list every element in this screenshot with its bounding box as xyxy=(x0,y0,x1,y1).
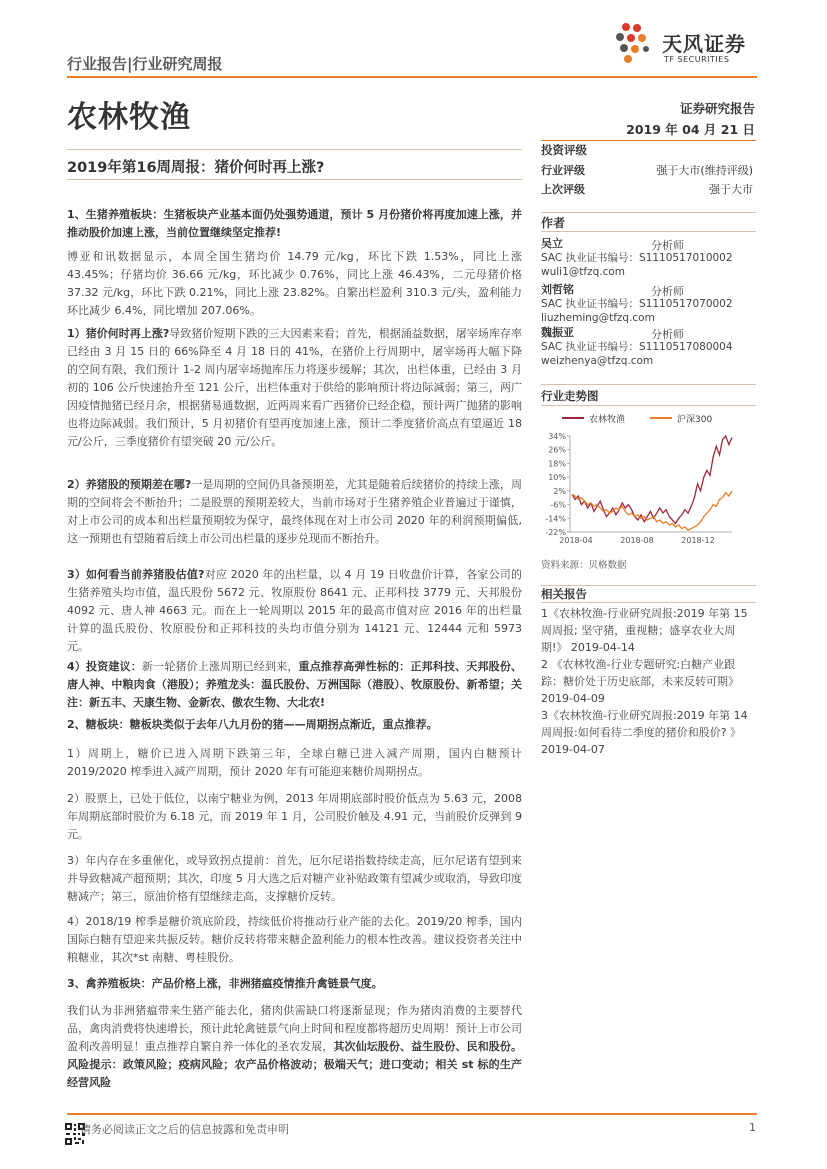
authors-rule-2 xyxy=(541,231,756,232)
industry-rating-value: 强于大市(维持评级) xyxy=(656,164,753,177)
logo-dots-icon xyxy=(612,20,658,66)
title-rule-top xyxy=(67,149,522,150)
author-role: 分析师 xyxy=(651,328,684,341)
report-title: 2019年第16周周报：猪价何时再上涨? xyxy=(67,160,325,176)
advice-text-b: 重点推荐高弹性标的：正邦科技、天邦股份、唐人神、中粮肉食（港股）；养殖龙头：温氏股份、万洲国际（港股）、牧原股份、新希望；关注：新五丰、天康生物、金新农、傲农生物、大北农! xyxy=(67,660,523,709)
disclaimer-note: 请务必阅读正文之后的信息披露和免责申明 xyxy=(80,1123,289,1136)
author-sac: SAC 执业证书编号：S1110517010002 xyxy=(541,252,733,264)
last-rating-row xyxy=(541,181,753,197)
related-title: 相关报告 xyxy=(541,587,587,601)
industry-rating-row xyxy=(541,162,753,178)
sugar-catalyst-text: 3）年内存在多重催化，或导致拐点提前：首先，厄尔尼诺指数持续走高，厄尔尼诺有望到来并导致糖减产超预期；其次，印度 5 月大选之后对糖产业补贴政策有望减少或取消，导致印度糖减产；第三，原油价格有望继续走高，支撑糖价反转。 xyxy=(67,854,522,903)
sugar-stock-paragraph xyxy=(67,790,522,844)
y-tick-label: 26% xyxy=(548,445,566,455)
author-name: 刘哲铭 xyxy=(541,283,574,296)
pig-when-lead: 1）猪价何时再上涨? xyxy=(67,327,170,340)
pig-expectation-text: 一是周期的空间仍具备预期差，尤其是随着后续猪价的持续上涨，周期的空间将会不断抬升；二是股票的预期差较大，当前市场对于生猪养殖企业普遍过于谨慎，对上市公司的成本和出栏量预期较为保守，最终体现在对上市公司 2020 年的利润预期偏低,这一预期也有望随着后续上市公司出栏量的逐步兑现而不断抬升。 xyxy=(67,478,522,545)
author-wuli xyxy=(541,237,753,279)
author-weizhenya xyxy=(541,326,753,368)
report-date: 2019 年 04 月 21 日 xyxy=(626,122,755,137)
chart-source: 资料来源：贝格数据 xyxy=(541,560,627,571)
x-tick-label: 2018-12 xyxy=(681,536,715,545)
pig-valuation-lead: 3）如何看当前养猪股估值? xyxy=(67,568,205,581)
authors-rule xyxy=(541,212,756,213)
y-tick-label: 2% xyxy=(553,486,566,496)
author-role: 分析师 xyxy=(651,239,684,252)
page-number: 1 xyxy=(749,1121,756,1134)
last-rating-value: 强于大市 xyxy=(709,183,753,196)
x-tick-label: 2018-08 xyxy=(620,536,654,545)
pig-expectation-paragraph xyxy=(67,476,522,548)
sugar-heading-text: 2、糖板块：糖板块类似于去年八九月份的猪——周期拐点渐近，重点推荐。 xyxy=(67,718,438,731)
section-sugar-heading xyxy=(67,716,522,734)
y-tick-label: 18% xyxy=(548,459,566,469)
header-rule xyxy=(67,76,757,78)
pig-price-text: 博亚和讯数据显示，本周全国生猪均价 14.79 元/kg，环比下跌 1.53%，同比上涨 43.45%；仔猪均价 36.66 元/kg，环比减少 0.76%，同比上涨 46.43%，二元母猪价格 37.32 元/kg，环比下跌 0.21%，同比上涨 23.82%。自繁出栏盈利 310.3 元/头，盈利能力环比减少 6.4%，同比增加 207.06%。 xyxy=(67,250,522,317)
related-item[interactable]: 3《农林牧渔-行业研究周报:2019 年第 14 周周报:如何看待二季度的猪价和股价? 》 2019-04-07 xyxy=(541,709,748,756)
pig-when-text: 导致猪价短期下跌的三大因素来看；首先，根据涌益数据，屠宰场库存率已经由 3 月 15 日的 66%降至 4 月 18 日的 41%，在猪价上行周期中，屠宰场再大幅下降的空间有限，我们预计 1-2 周内屠宰场抛库压力将逐步缓解；其次，出栏体重，已经由 3 月初的 106 公斤快速抬升至 121 公斤，出栏体重对于供给的影响预计将边际减弱；第三，两广因疫情抛猪已经月余，根据猪易通数据，近两周来看广西猪价已经企稳，预计两广抛猪的影响也将边际减弱。我们预计，5 月初猪价有望再度加速上涨，预计二季度猪价高点有望逼近 18 元/公斤，三季度猪价有望突破 20 元/公斤。 xyxy=(67,327,522,448)
author-sac: SAC 执业证书编号：S1110517070002 xyxy=(541,298,733,310)
poultry-text-b: 其次仙坛股份、益生股份、民和股份。风险提示：政策风险；疫病风险；农产品价格波动；极端天气；进口变动；相关 st 标的生产经营风险 xyxy=(67,1040,523,1089)
y-tick-label: -22% xyxy=(545,528,566,537)
advice-text-a: 新一轮猪价上涨周期已经到来， xyxy=(141,660,299,673)
y-tick-label: -14% xyxy=(545,514,566,524)
author-email[interactable]: liuzheming@tfzq.com xyxy=(541,312,655,324)
legend-label: 沪深300 xyxy=(677,415,713,425)
author-email[interactable]: weizhenya@tfzq.com xyxy=(541,355,654,367)
legend-label: 农林牧渔 xyxy=(589,415,626,425)
logo-chinese-name: 天风证券 xyxy=(662,32,746,56)
author-liuzheming xyxy=(541,283,753,325)
investment-advice-paragraph xyxy=(67,658,522,712)
poultry-text-a: 我们认为非洲猪瘟带来生猪产能去化，猪肉供需缺口将逐渐显现；作为猪肉消费的主要替代品，禽肉消费将快速增长，预计此轮禽链景气向上时间和程度都将超历史周期！预计上市公司盈利改善明显！重点推荐自繁自养一体化的圣农发展， xyxy=(67,1004,522,1053)
poultry-paragraph xyxy=(67,1002,522,1092)
logo-english-name: TF SECURITIES xyxy=(664,55,730,64)
report-category: 行业报告|行业研究周报 xyxy=(67,55,223,73)
series-line xyxy=(572,436,732,523)
sugar-catalyst-paragraph xyxy=(67,852,522,906)
author-role: 分析师 xyxy=(651,285,684,298)
poultry-heading-text: 3、禽养殖板块：产品价格上涨，非洲猪瘟疫情推升禽链景气度。 xyxy=(67,977,383,990)
report-type: 证券研究报告 xyxy=(679,101,755,116)
sugar-season-paragraph xyxy=(67,913,522,967)
x-tick-label: 2018-04 xyxy=(559,536,593,545)
section-pig-heading xyxy=(67,206,522,242)
author-email[interactable]: wuli1@tfzq.com xyxy=(541,266,626,278)
footer-rule xyxy=(67,1113,757,1115)
author-sac: SAC 执业证书编号：S1110517080004 xyxy=(541,341,733,353)
author-name: 吴立 xyxy=(541,237,563,250)
related-rule-2 xyxy=(541,602,756,603)
y-tick-label: 34% xyxy=(548,432,566,441)
pig-expectation-lead: 2）养猪股的预期差在哪? xyxy=(67,478,192,491)
pig-heading-text: 1、生猪养殖板块：生猪板块产业基本面仍处强势通道，预计 5 月份猪价将再度加速上涨，并推动股价加速上涨，当前位置继续坚定推荐! xyxy=(67,208,522,239)
sugar-season-text: 4）2018/19 榨季是糖价筑底阶段，持续低价将推动行业产能的去化。2019/20 榨季，国内国际白糖有望迎来共振反转。糖价反转将带来糖企盈利能力的根本性改善。建议投资者关注中粮糖业，其次*st 南糖、粤桂股份。 xyxy=(67,915,522,964)
sugar-cycle-paragraph xyxy=(67,745,522,781)
pig-valuation-paragraph xyxy=(67,566,522,656)
pig-price-paragraph xyxy=(67,248,522,320)
trend-rule-2 xyxy=(541,405,756,406)
authors-title: 作者 xyxy=(541,216,566,230)
series-line xyxy=(572,491,732,530)
related-item[interactable]: 1《农林牧渔-行业研究周报:2019 年第 15 周周报; 坚守猪，重视糖；盛享农业大周期!》 2019-04-14 xyxy=(541,607,748,654)
y-tick-label: -6% xyxy=(550,500,566,510)
y-tick-label: 10% xyxy=(548,473,566,483)
industry-trend-chart xyxy=(540,408,758,550)
sugar-cycle-text: 1）周期上，糖价已进入周期下跌第三年，全球白糖已进入减产周期，国内白糖预计 2019/2020 榨季进入减产周期，预计 2020 年有可能迎来糖价周期拐点。 xyxy=(67,747,522,778)
section-poultry-heading xyxy=(67,975,522,993)
related-list xyxy=(541,605,756,758)
author-name: 魏振亚 xyxy=(541,326,574,339)
sector-title: 农林牧渔 xyxy=(67,100,191,135)
trend-rule xyxy=(541,384,756,385)
rating-rule xyxy=(541,140,756,141)
advice-lead: 4）投资建议： xyxy=(67,660,142,673)
pig-valuation-text: 对应 2020 年的出栏量，以 4 月 19 日收盘价计算，各家公司的生猪养殖头均市值，温氏股份 5672 元、牧原股份 8641 元、正邦科技 3779 元、天邦股份 4092 元、唐人神 4663 元。而在上一轮周期以 2015 年的最高市值对应 2016 年的出栏量计算的温氏股份、牧原股份和正邦科技的头均市值分别为 14121 元、12444 元和 5973 元。 xyxy=(67,568,522,653)
pig-when-paragraph xyxy=(67,325,522,451)
related-item[interactable]: 2 《农林牧渔-行业专题研究:白糖产业跟踪：糖价处于历史底部，未来反转可期》 2019-04-09 xyxy=(541,658,739,705)
tf-securities-logo xyxy=(612,20,762,70)
industry-rating-label: 行业评级 xyxy=(541,164,585,177)
sugar-stock-text: 2）股票上，已处于低位，以南宁糖业为例，2013 年周期底部时股价低点为 5.63 元，2008 年周期底部时股价为 6.18 元，而 2019 年 1 月，公司股价触及 4.91 元，当前股价反弹到 9 元。 xyxy=(67,792,522,841)
title-rule-bottom xyxy=(67,179,522,180)
rating-title: 投资评级 xyxy=(541,143,587,157)
last-rating-label: 上次评级 xyxy=(541,183,585,196)
trend-title: 行业走势图 xyxy=(541,389,599,403)
